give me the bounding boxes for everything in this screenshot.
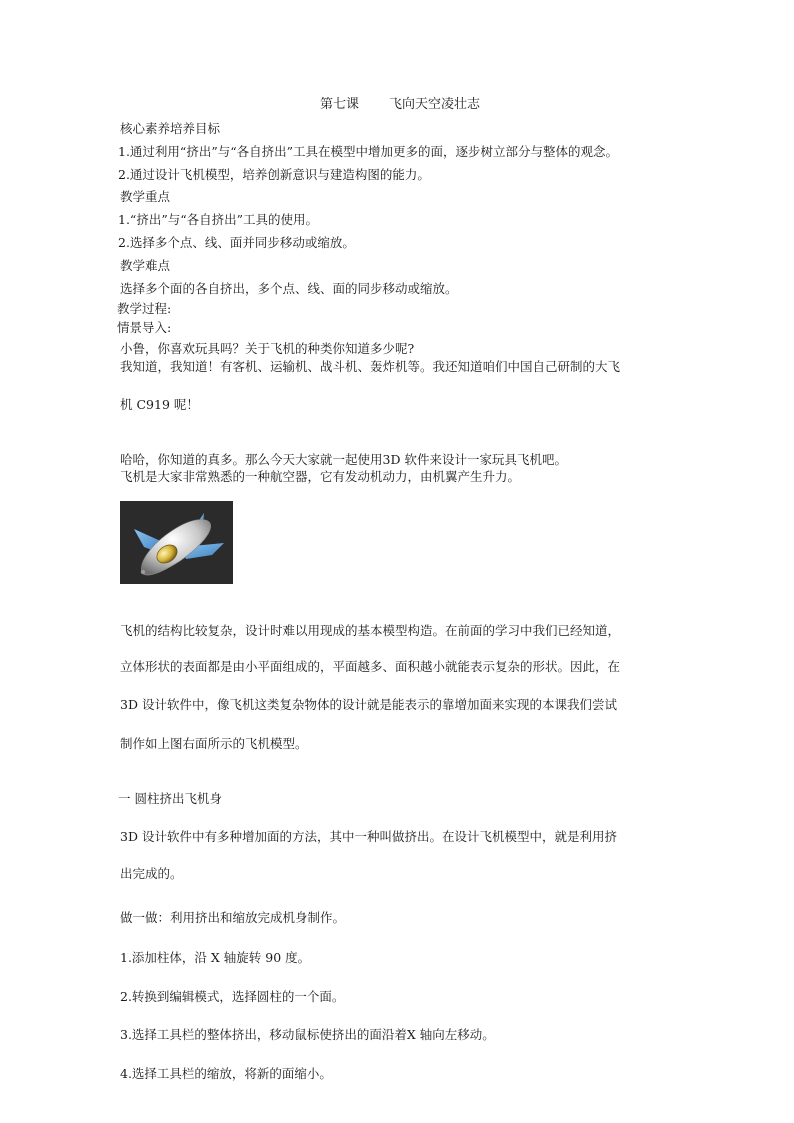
process-heading: 教学过程: [117, 301, 172, 316]
lesson-number: 第七课 [320, 97, 360, 112]
lesson-title: 飞向天空凌壮志 [389, 97, 481, 112]
paragraph-line: 立体形状的表面都是由小平面组成的，平面越多、面积越小就能表示复杂的形状。因此，在 [120, 659, 621, 674]
paragraph-line: 3D 设计软件中，像飞机这类复杂物体的设计就是能表示的靠增加面来实现的本课我们尝试 [120, 697, 617, 712]
dialogue-line: 小鲁，你喜欢玩具吗？关于飞机的种类你知道多少呢? [120, 341, 415, 356]
section-heading: 一 圆柱挤出飞机身 [118, 791, 222, 806]
page-title [320, 97, 480, 113]
objective-item: 2.通过设计飞机模型，培养创新意识与建造构图的能力。 [118, 167, 430, 182]
section-body-line: 3D 设计软件中有多种增加面的方法，其中一种叫做挤出。在设计飞机模型中，就是利用挤 [120, 829, 617, 844]
key-point-item: 1.“挤出”与“各自挤出”工具的使用。 [118, 212, 318, 227]
objective-item: 1.通过利用“挤出”与“各自挤出”工具在模型中增加更多的面，逐步树立部分与整体的观念。 [118, 144, 618, 159]
paragraph-line: 制作如上图右面所示的飞机模型。 [120, 736, 308, 751]
nose-tip [141, 570, 145, 574]
difficulties-heading: 教学难点 [120, 258, 171, 273]
dialogue-line: 我知道，我知道！有客机、运输机、战斗机、轰炸机等。我还知道咱们中国自己研制的大飞 [120, 359, 621, 374]
step-item: 3.选择工具栏的整体挤出，移动鼠标使挤出的面沿着X 轴向左移动。 [120, 1027, 495, 1042]
dialogue-line: 哈哈，你知道的真多。那么今天大家就一起使用3D 软件来设计一家玩具飞机吧。 [120, 452, 567, 467]
dialogue-line: 机 C919 呢！ [120, 397, 199, 412]
activity-line: 做一做：利用挤出和缩放完成机身制作。 [120, 910, 346, 925]
airplane-model-image [120, 501, 233, 584]
difficulties-text: 选择多个面的各自挤出，多个点、线、面的同步移动或缩放。 [120, 281, 458, 296]
step-item: 4.选择工具栏的缩放，将新的面缩小。 [120, 1066, 332, 1081]
step-item: 2.转换到编辑模式，选择圆柱的一个面。 [120, 989, 345, 1004]
key-point-item: 2.选择多个点、线、面并同步移动或缩放。 [118, 235, 355, 250]
section-body-line: 出完成的。 [120, 866, 183, 881]
objectives-heading: 核心素养培养目标 [120, 121, 221, 136]
intro-heading: 情景导入: [117, 320, 172, 335]
dialogue-line: 飞机是大家非常熟悉的一种航空器，它有发动机动力，由机翼产生升力。 [120, 469, 521, 484]
key-points-heading: 教学重点 [120, 189, 171, 204]
paragraph-line: 飞机的结构比较复杂，设计时难以用现成的基本模型构造。在前面的学习中我们已经知道， [120, 623, 621, 638]
step-item: 1.添加柱体，沿 X 轴旋转 90 度。 [120, 950, 311, 965]
